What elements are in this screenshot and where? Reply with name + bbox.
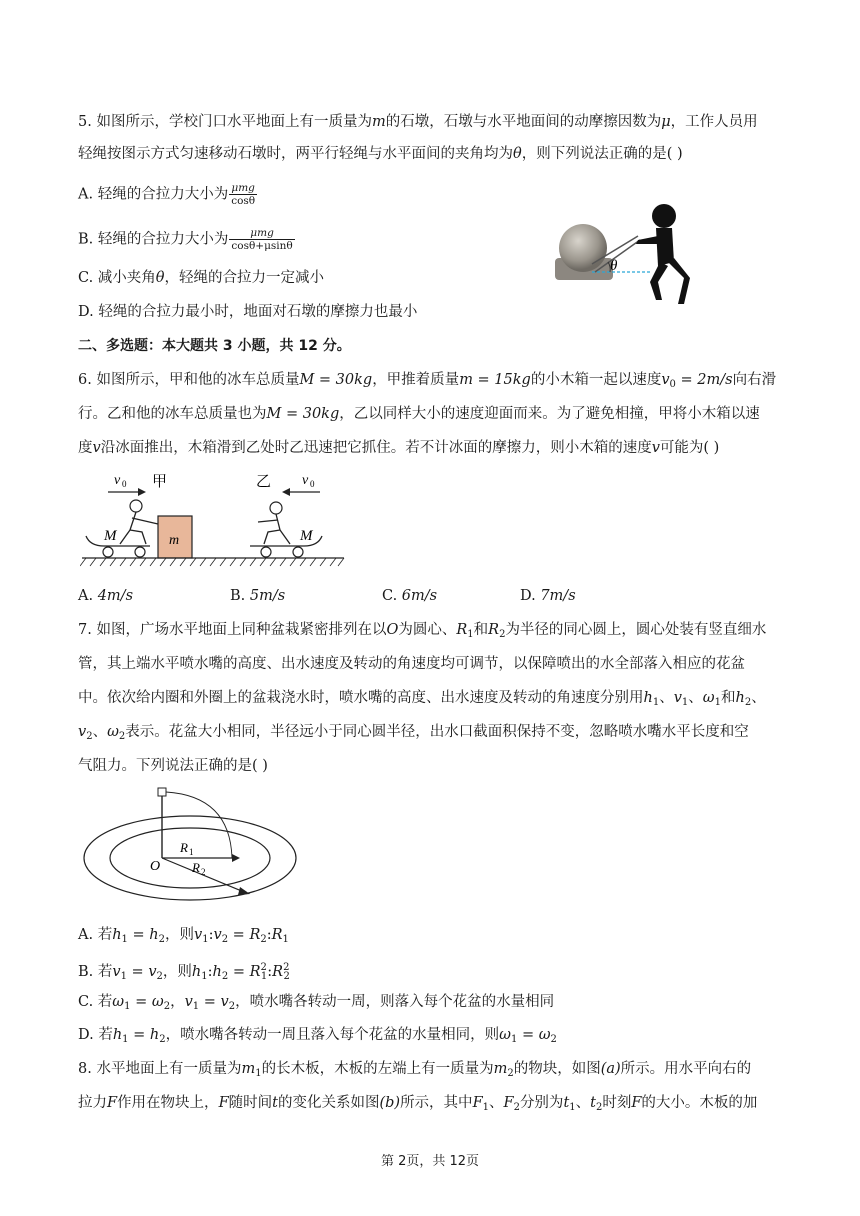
q7-option-a: A. 若$h_1 = h_2$，则$v_1:v_2$ = $R_2:R_1$ xyxy=(78,927,289,945)
q5-option-b: B. 轻绳的合拉力大小为 $\frac{\text{μmg}}{\cos\theta+\mu\sin\theta}$ xyxy=(78,227,293,252)
stone-ball xyxy=(559,224,607,272)
page-footer: 第 2页，共 12页 xyxy=(380,1154,480,1169)
q5-option-c: C. 减小夹角θ，轻绳的合拉力一定减小 xyxy=(78,270,325,286)
q7-stem-line4: $v_2$、$\omega_2$表示。花盆大小相同，半径远小于同心圆半径，出水口截面积保持不变，忽略喷水嘴水平长度和空 xyxy=(78,724,749,742)
q5-figure xyxy=(550,200,700,312)
q5-stem-line1: 5. 如图所示，学校门口水平地面上有一质量为m的石墩，石墩与水平地面间的动摩擦因数为μ，工作人员用 xyxy=(78,114,758,130)
svg-text:2: 2 xyxy=(201,867,206,877)
q7-option-c: C. 若$\omega_1 = \omega_2$，$v_1 = v_2$，喷水嘴各转动一周，则落入每个花盆的水量相同 xyxy=(78,994,555,1012)
q8-stem-line1: 8. 水平地面上有一质量为$m_1$的长木板，木板的左端上有一质量为$m_2$的物块，如图(a)所示。用水平向右的 xyxy=(78,1061,752,1079)
svg-text:1: 1 xyxy=(189,847,194,857)
q6-option-a: A. 4m/s xyxy=(78,588,134,604)
q7-stem-line1: 7. 如图，广场水平地面上同种盆栽紧密排列在以O为圆心、$R_1$和$R_2$为半径的同心圆上，圆心处装有竖直细水 xyxy=(78,622,767,640)
q6-stem-line3: 度v沿冰面推出，木箱滑到乙处时乙迅速把它抓住。若不计冰面的摩擦力，则小木箱的速度v可能为( ) xyxy=(78,440,720,456)
svg-text:v: v xyxy=(302,473,309,488)
section-multiple-choice: 二、多选题：本大题共 3 小题，共 12 分。 xyxy=(78,338,351,354)
q5-stem-line2: 轻绳按图示方式匀速移动石墩时，两平行轻绳与水平面间的夹角均为θ，则下列说法正确的是( ) xyxy=(78,146,683,162)
q7-figure xyxy=(80,786,300,904)
q6-label-yi: 乙 xyxy=(256,474,272,490)
q7-stem-line2: 管，其上端水平喷水嘴的高度、出水速度及转动的角速度均可调节，以保障喷出的水全部落入相应的花盆 xyxy=(78,656,745,672)
q6-stem-line2: 行。乙和他的冰车总质量也为M = 30kg，乙以同样大小的速度迎面而来。为了避免相撞，甲将小木箱以速 xyxy=(78,406,760,422)
q5-option-a: A. 轻绳的合拉力大小为 $\frac{\text{μmg}}{\cos\theta}$ xyxy=(78,182,256,207)
q6-figure xyxy=(80,466,346,572)
svg-text:m: m xyxy=(169,533,180,548)
q6-option-d: D. 7m/s xyxy=(520,588,576,604)
q6-stem-line1: 6. 如图所示，甲和他的冰车总质量M = 30kg，甲推着质量m = 15kg的小木箱一起以速度$v_0 = 2m/s$向右滑 xyxy=(78,372,777,390)
svg-text:0: 0 xyxy=(122,479,127,489)
q7-stem-line3: 中。依次给内圈和外圈上的盆栽浇水时，喷水嘴的高度、出水速度及转动的角速度分别用$h_1$、$v_1$、$\omega_1$和$h_2$、 xyxy=(78,690,766,708)
q5-theta-label: θ xyxy=(610,258,618,274)
q6-option-c: C. 6m/s xyxy=(382,588,438,604)
svg-text:R: R xyxy=(180,840,188,855)
svg-text:v: v xyxy=(114,473,121,488)
svg-text:O: O xyxy=(150,859,161,874)
svg-text:M: M xyxy=(300,528,313,544)
svg-text:M: M xyxy=(104,528,117,544)
q8-stem-line2: 拉力F作用在物块上，F随时间t的变化关系如图(b)所示，其中$F_1$、$F_2$分别为$t_1$、$t_2$时刻F的大小。木板的加 xyxy=(78,1095,758,1113)
svg-text:0: 0 xyxy=(310,479,315,489)
q7-stem-line5: 气阻力。下列说法正确的是( ) xyxy=(78,758,268,774)
svg-text:R: R xyxy=(192,860,200,875)
q6-label-jia: 甲 xyxy=(152,474,168,490)
q7-option-b: B. 若$v_1 = v_2$，则$h_1:h_2$ = $R^2_1:R^2_2$ xyxy=(78,962,290,982)
q5-option-d: D. 轻绳的合拉力最小时，地面对石墩的摩擦力也最小 xyxy=(78,304,418,320)
q6-option-b: B. 5m/s xyxy=(230,588,286,604)
q7-option-d: D. 若$h_1 = h_2$，喷水嘴各转动一周且落入每个花盆的水量相同，则$\omega_1 = \omega_2$ xyxy=(78,1027,557,1045)
